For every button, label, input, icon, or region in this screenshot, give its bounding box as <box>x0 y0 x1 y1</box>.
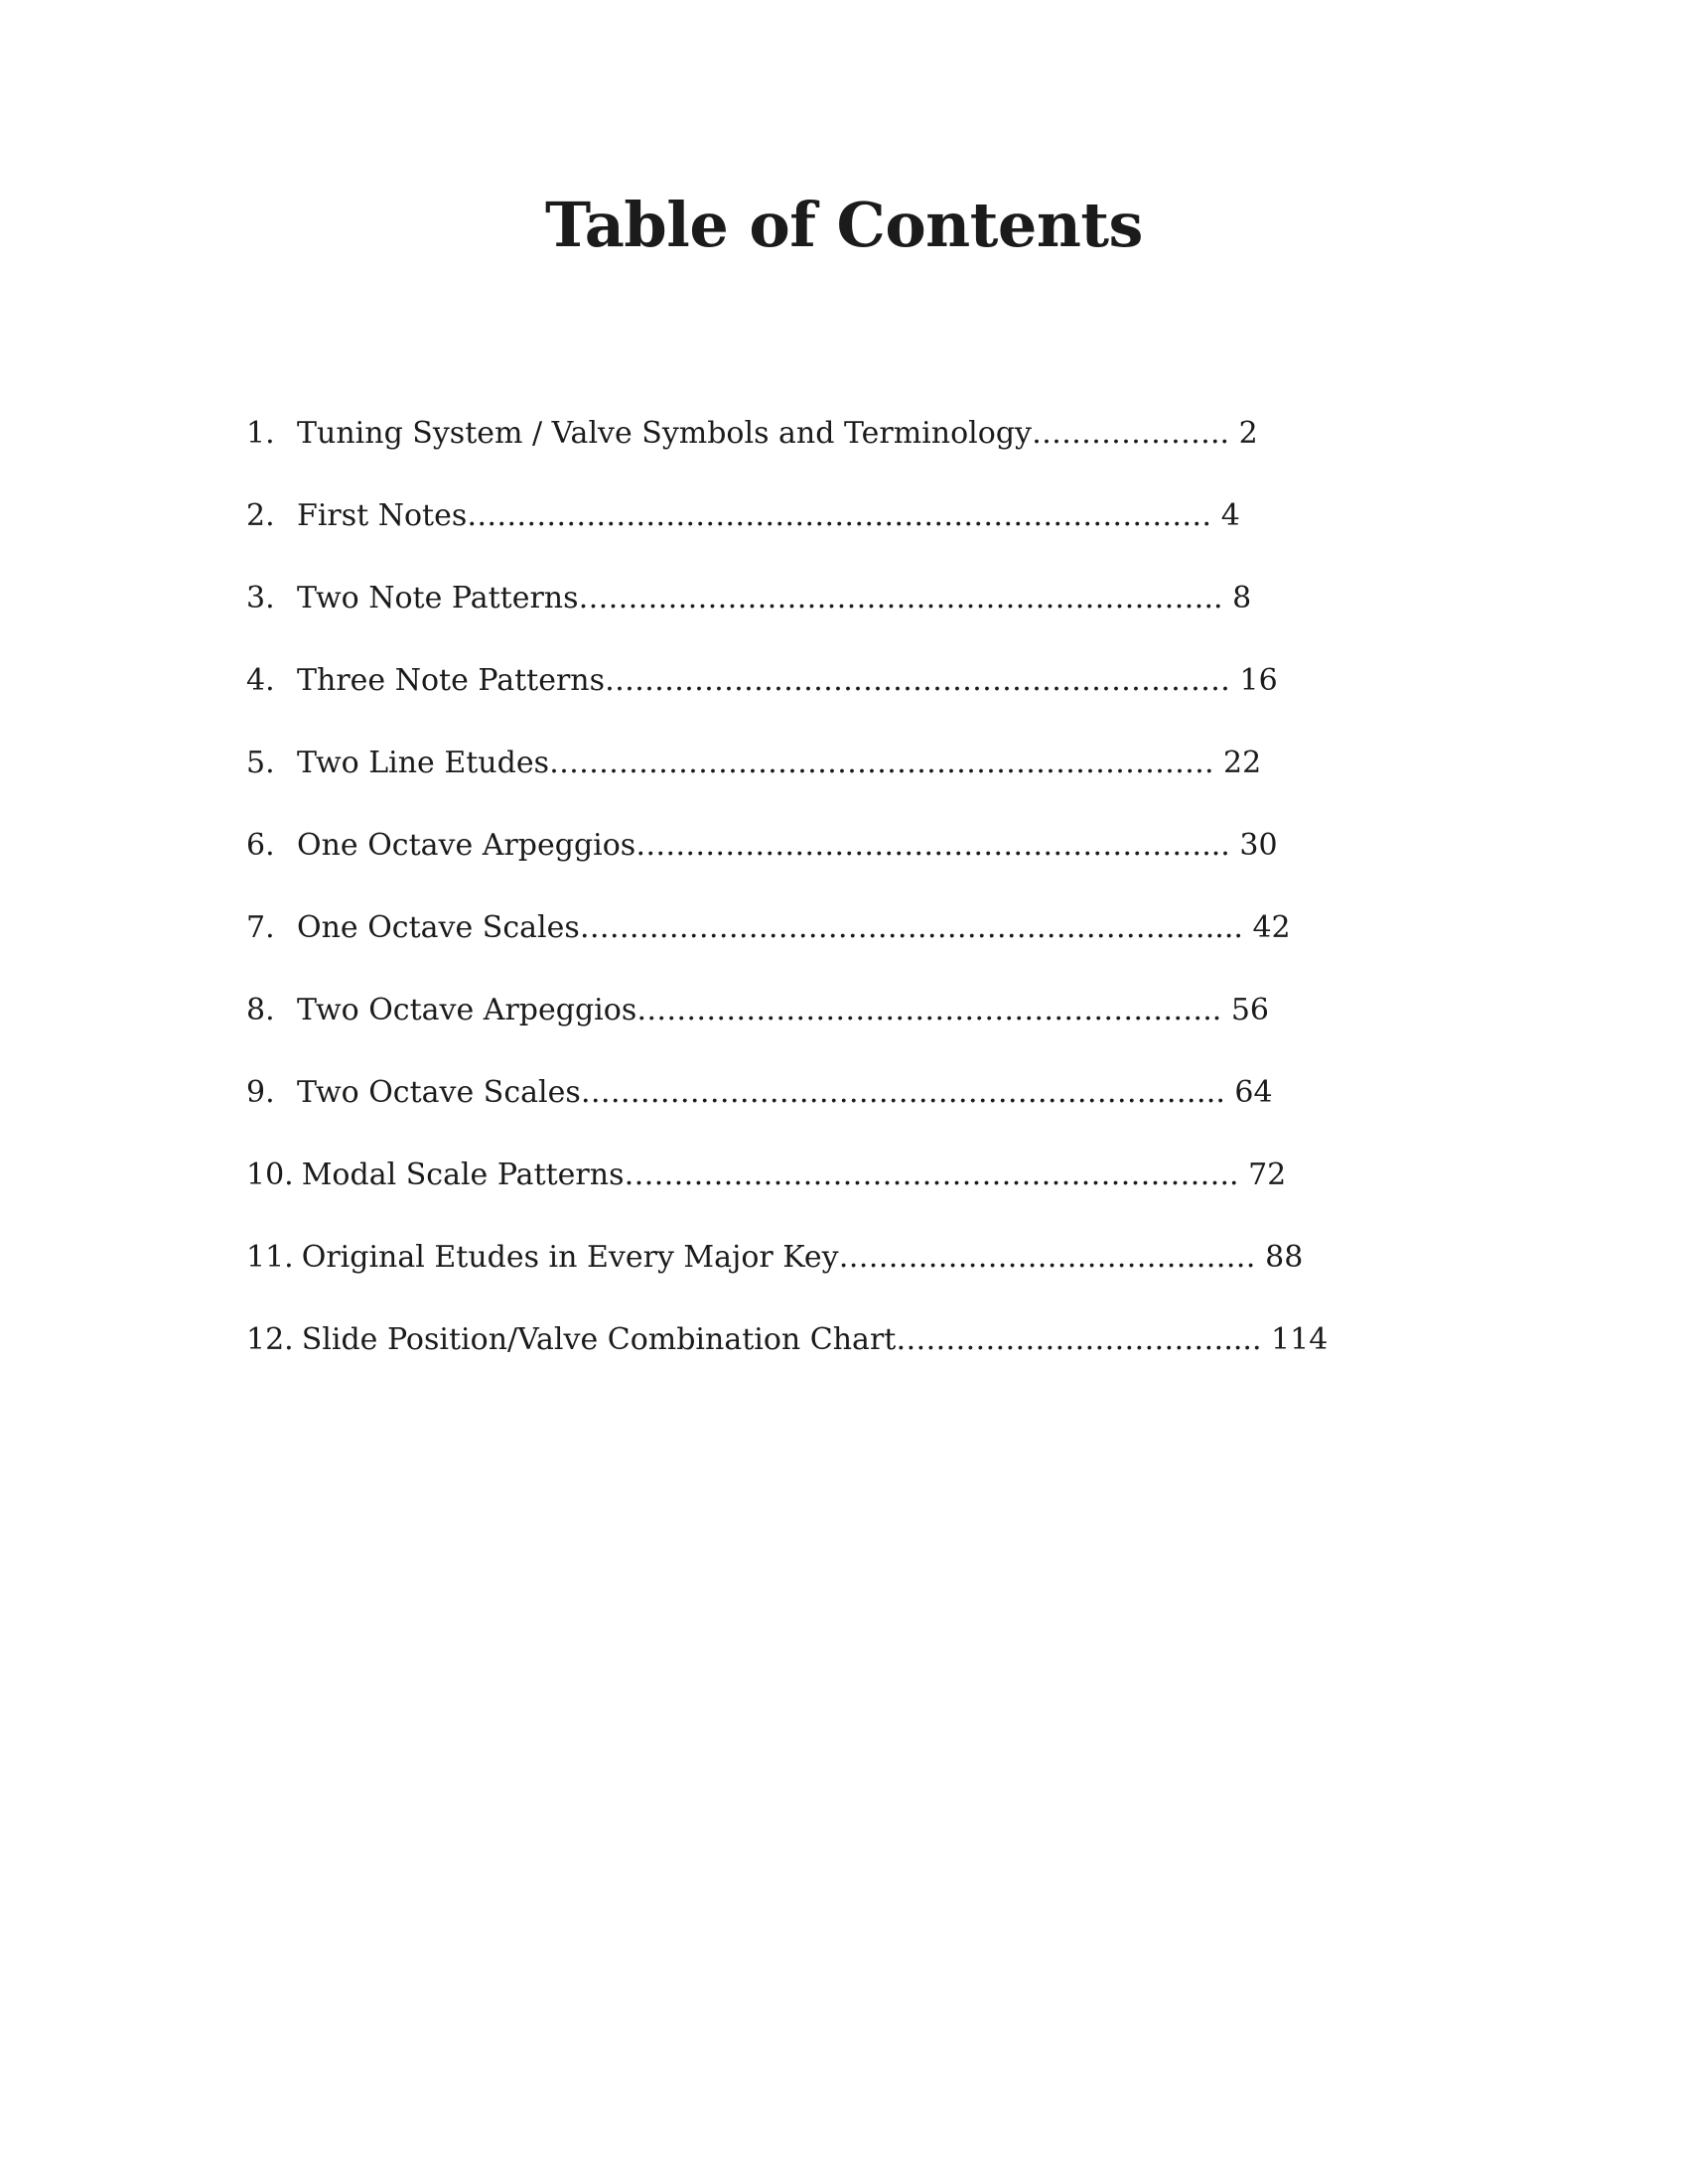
toc-entry-8 <box>246 986 1348 1068</box>
toc-entry-11 <box>246 1233 1348 1315</box>
toc-entry-number: 12. <box>246 1322 294 1357</box>
page-title: Table of Contents <box>545 189 1143 261</box>
toc-entry-4 <box>246 656 1348 739</box>
toc-entry-5 <box>246 739 1348 821</box>
toc-entry-1 <box>246 409 1348 491</box>
toc-entry-text: First Notes………………………………………………………………… 4 <box>297 498 1240 533</box>
table-of-contents <box>246 409 1348 1398</box>
toc-entry-text: Two Line Etudes…………………………………………………………. 22 <box>297 746 1262 780</box>
toc-entry-text: One Octave Arpeggios…………………………………………………... 30 <box>297 828 1278 863</box>
toc-entry-text: Slide Position/Valve Combination Chart…………………………….... 114 <box>301 1322 1329 1357</box>
toc-entry-7 <box>246 903 1348 986</box>
toc-entry-text: One Octave Scales……………………………………………………….... 42 <box>297 910 1291 945</box>
toc-entry-text: Original Etudes in Every Major Key…………………………………… 88 <box>301 1240 1304 1275</box>
toc-entry-number: 10. <box>246 1158 294 1192</box>
toc-entry-2 <box>246 491 1348 574</box>
toc-entry-6 <box>246 821 1348 903</box>
toc-entry-12 <box>246 1315 1348 1398</box>
toc-entry-number: 8. <box>246 993 275 1027</box>
toc-entry-number: 7. <box>246 910 275 945</box>
toc-entry-number: 4. <box>246 663 275 698</box>
toc-entry-number: 1. <box>246 416 275 451</box>
toc-entry-9 <box>246 1068 1348 1151</box>
toc-entry-text: Tuning System / Valve Symbols and Terminology……………….. 2 <box>297 416 1258 451</box>
toc-entry-text: Two Note Patterns……………………………………………………….. 8 <box>297 581 1252 615</box>
toc-entry-number: 3. <box>246 581 275 615</box>
toc-entry-3 <box>246 574 1348 656</box>
toc-entry-number: 11. <box>246 1240 294 1275</box>
toc-entry-text: Two Octave Scales……………………………………………………….. 64 <box>297 1075 1273 1110</box>
toc-entry-number: 5. <box>246 746 275 780</box>
toc-entry-text: Three Note Patterns……………………………………………………… 16 <box>297 663 1278 698</box>
toc-entry-10 <box>246 1151 1348 1233</box>
toc-entry-number: 2. <box>246 498 275 533</box>
toc-entry-number: 9. <box>246 1075 275 1110</box>
toc-entry-text: Two Octave Arpeggios………………………………………………….. 56 <box>297 993 1269 1027</box>
toc-entry-number: 6. <box>246 828 275 863</box>
toc-entry-text: Modal Scale Patterns…………………………………………………….. 72 <box>301 1158 1287 1192</box>
